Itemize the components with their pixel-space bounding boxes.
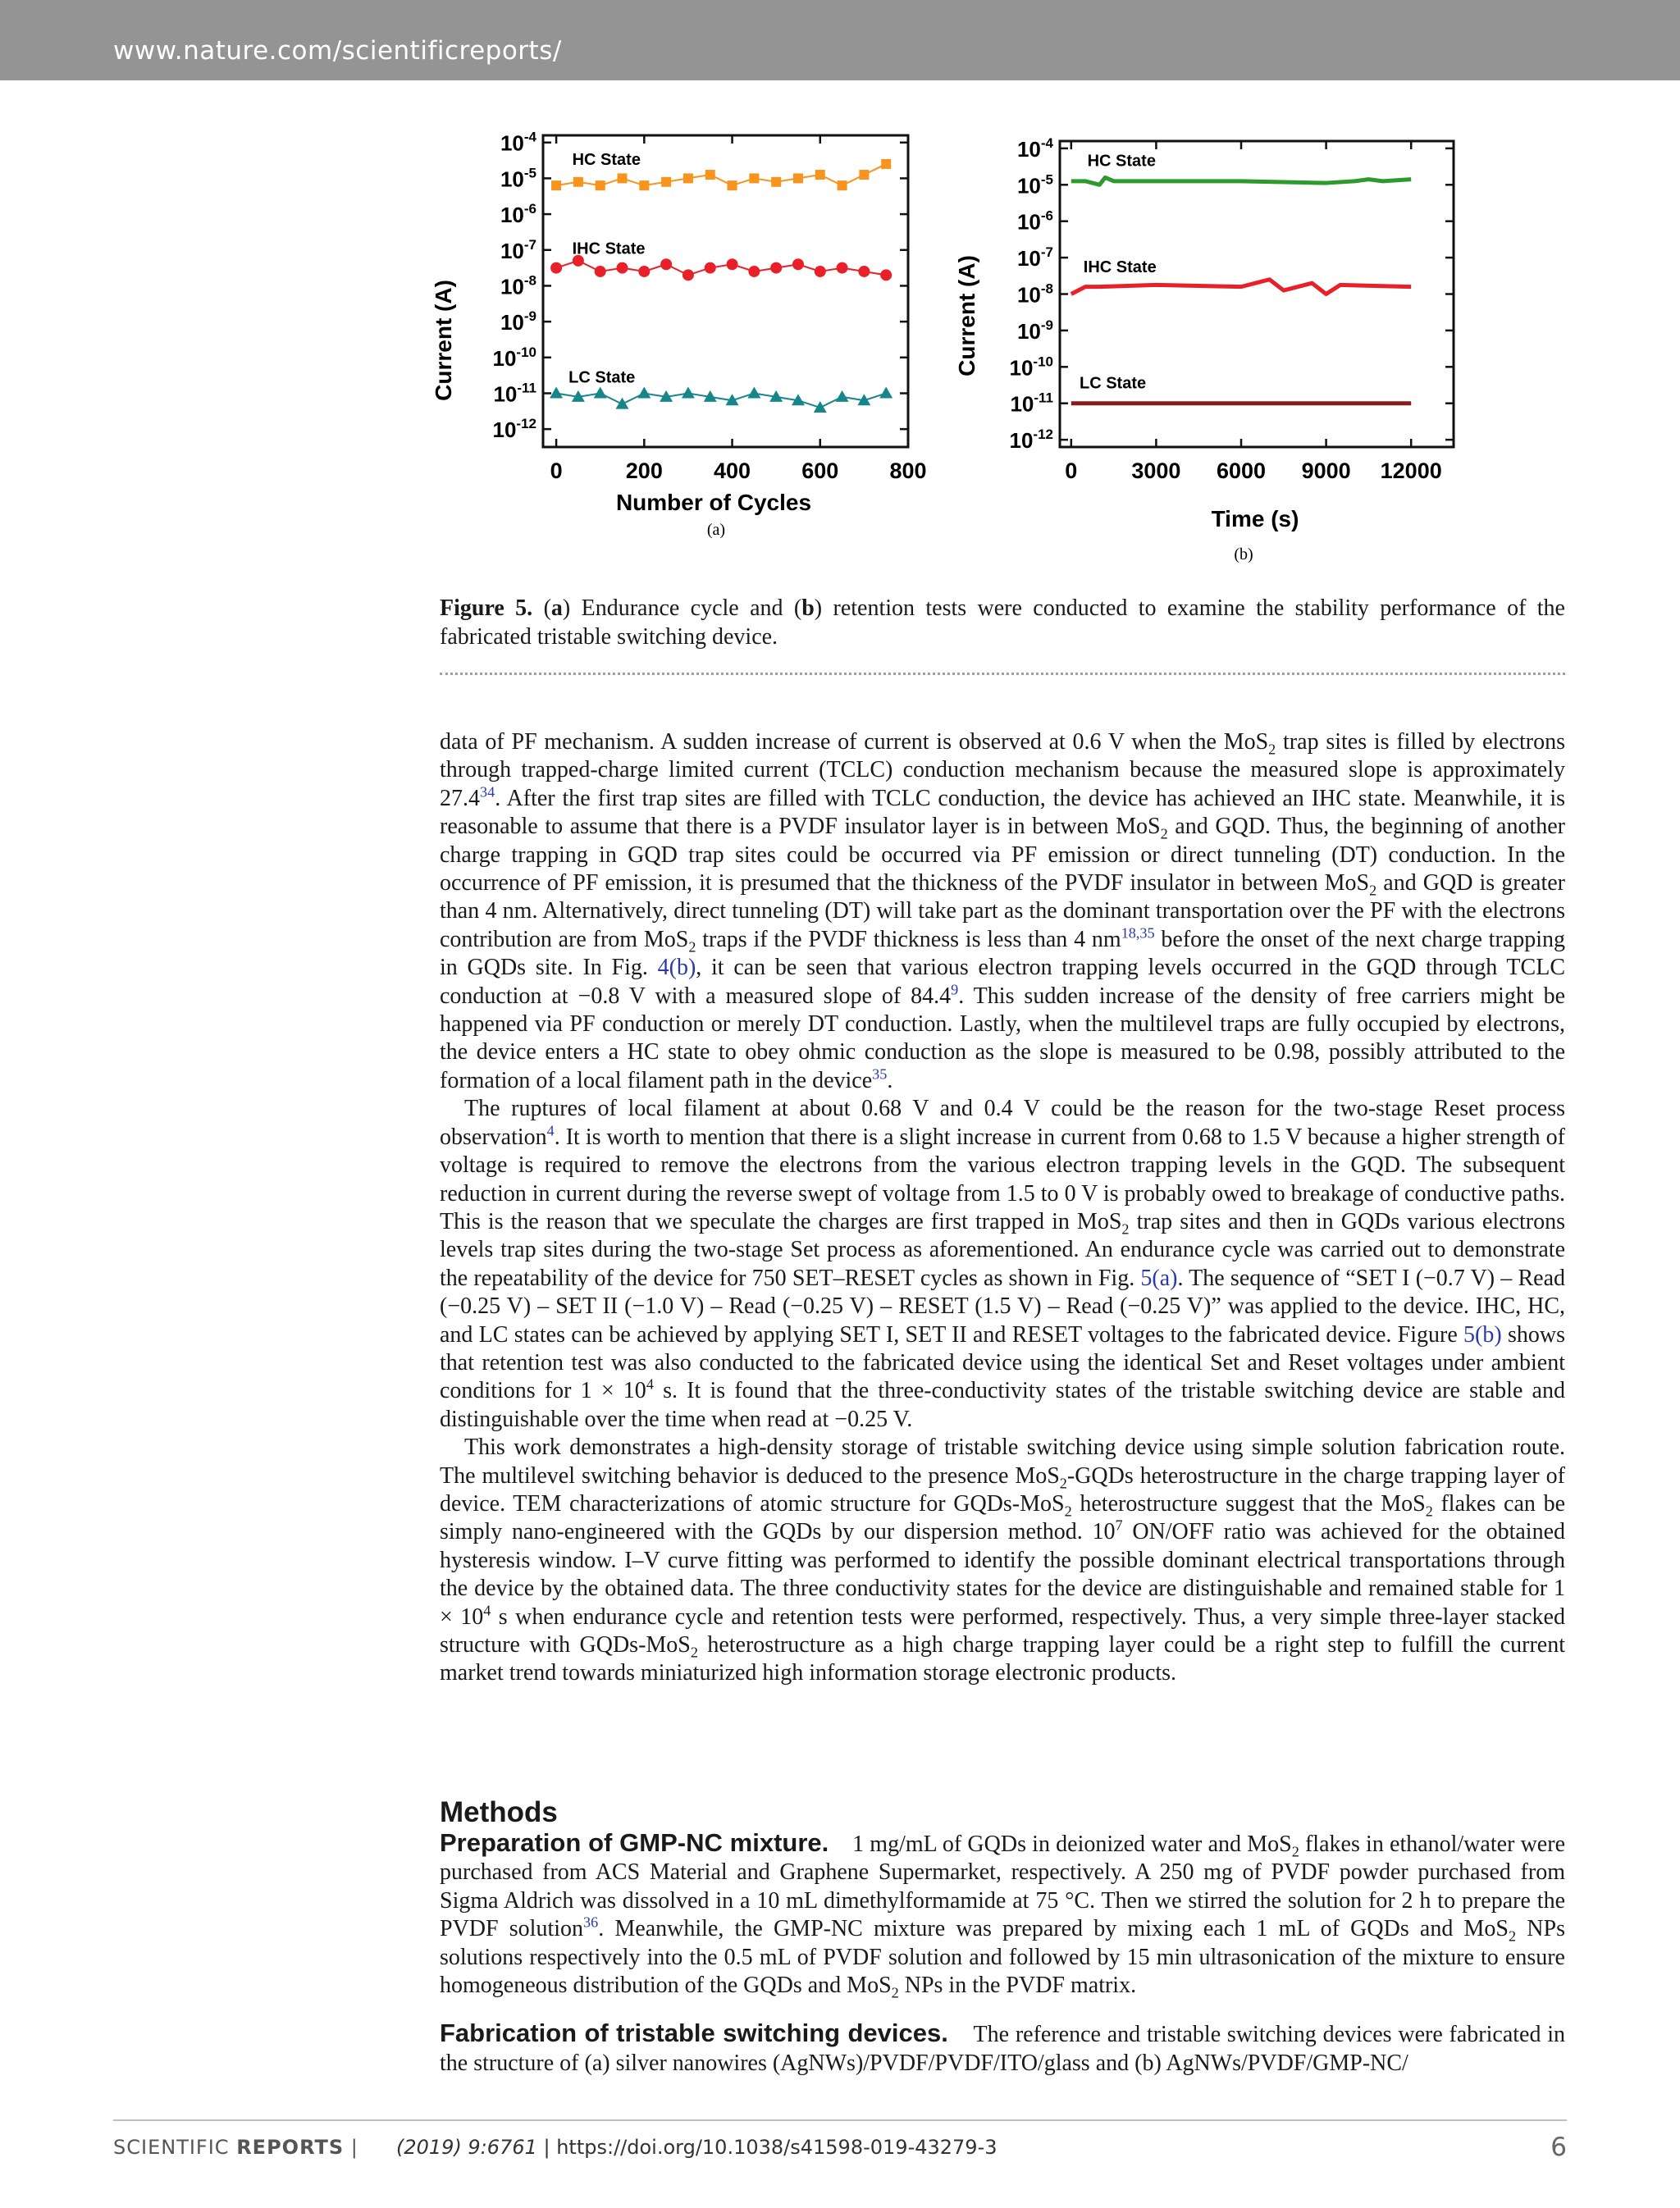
chart-a-series-hc-state-point [749, 173, 759, 183]
figure-5a-chart [431, 127, 927, 554]
chart-a-series-hc-state-point [551, 180, 561, 190]
chart-b-xtick-label: 9000 [1301, 458, 1351, 483]
caption-panel-a: a [550, 595, 563, 621]
chart-b-xtick-label: 12000 [1380, 458, 1442, 483]
chart-b-marks [1071, 153, 1411, 404]
chart-a-marks [550, 151, 892, 413]
methods-paragraph-2 [440, 2019, 1565, 2078]
chart-a-ytick-label: $10^{-6}$ [500, 201, 536, 228]
chart-a-series-lc-state-point [836, 390, 849, 402]
methods-heading: Methods [440, 1796, 558, 1828]
site-header [0, 0, 1680, 80]
chart-a-ytick-label: $10^{-10}$ [492, 344, 536, 371]
chart-a-series-hc-state-point [661, 177, 671, 187]
chart-a-series-ihc-state-point [858, 266, 870, 277]
chart-a-series-ihc-state-point [815, 266, 826, 277]
chart-a-xtick-label: 800 [889, 458, 927, 483]
chart-a-ytick-label: $10^{-12}$ [492, 416, 536, 443]
chart-a-ytick-label: $10^{-4}$ [500, 129, 536, 156]
chart-a-series-hc-state-point [859, 170, 869, 180]
caption-text-1: ( [543, 595, 551, 621]
journal-separator: | [344, 2136, 358, 2159]
chart-a-series-hc-state-point [573, 177, 583, 187]
chart-a-series-ihc-state-point [748, 266, 760, 277]
methods-text-2: The reference and tristable switching devices were fabricated in the structure of (a) silver nanowires (AgNWs)/PVDF/PVDF/ITO/glass and (b) AgNWs/PVDF/GMP-NC/ [440, 2022, 1566, 2076]
chart-b-series-hc-state-line [1071, 177, 1411, 185]
chart-a-ytick-label: $10^{-11}$ [493, 380, 536, 407]
methods-paragraph-1 [440, 1829, 1565, 2000]
journal-name-light: SCIENTIFIC [113, 2136, 237, 2159]
chart-a-annotation: HC State [572, 151, 641, 170]
chart-b-ytick-label: $10^{-6}$ [1016, 208, 1053, 235]
site-url[interactable]: www.nature.com/scientificreports/ [113, 36, 562, 66]
citation-info [396, 2136, 998, 2159]
chart-b-ytick-label: $10^{-4}$ [1016, 135, 1053, 162]
caption-text-2: ) Endurance cycle and ( [562, 595, 802, 621]
chart-a-series-ihc-state-point [595, 266, 606, 277]
chart-a-series-lc-state-point [594, 386, 607, 398]
chart-a-series-lc-state-point [747, 386, 760, 398]
figure-caption [440, 594, 1565, 651]
chart-a-series-ihc-state-point [880, 269, 892, 281]
chart-a-series-lc-state-point [637, 386, 651, 398]
chart-b-ytick-label: $10^{-7}$ [1016, 244, 1053, 271]
page-footer [113, 2133, 1567, 2165]
chart-b-frame [1060, 141, 1454, 447]
chart-a-ytick-label: $10^{-9}$ [500, 308, 536, 335]
chart-b-annotation: HC State [1087, 152, 1156, 171]
chart-a-series-ihc-state-point [660, 258, 672, 270]
chart-b-xtick-label: 0 [1065, 458, 1078, 483]
chart-a-series-ihc-state-point [617, 262, 628, 274]
chart-a-ytick-label: $10^{-5}$ [500, 165, 536, 192]
chart-a-series-lc-state-point [550, 386, 563, 398]
chart-a-series-hc-state-point [618, 173, 628, 183]
chart-b-xtick-label: 3000 [1131, 458, 1181, 483]
caption-label: Figure 5. [440, 595, 533, 621]
panel-b-label: (b) [1234, 545, 1253, 563]
chart-b-annotation: LC State [1080, 374, 1147, 393]
caption-panel-b: b [801, 595, 815, 621]
chart-a-xlabel: Number of Cycles [615, 490, 812, 515]
body-paragraph-2: The ruptures of local filament at about 0.68 V and 0.4 V could be the reason for the two-stage Reset process observation$^4$. It is worth to mention that there is a slight increase in current from 0.68 to 1.5 V because a higher strength of voltage is required to remove the electrons from the various electron trapping levels in the GQD. The subsequent reduction in current during the reverse swept of voltage from 1.5 to 0 V is probably owed to breakage of conductive paths. This is the reason that we speculate the charges are first trapped in MoS$_2$ trap sites and then in GQDs various electrons levels trap sites during the two-stage Set process as aforementioned. An endurance cycle was carried out to demonstrate the repeatability of the device for 750 SET–RESET cycles as shown in Fig. 5(a). The sequence of “SET I (−0.7 V) – Read (−0.25 V) – SET II (−1.0 V) – Read (−0.25 V) – RESET (1.5 V) – Read (−0.25 V)” was applied to the device. IHC, HC, and LC states can be achieved by applying SET I, SET II and RESET voltages to the fabricated device. Figure 5(b) shows that retention test was also conducted to the fabricated device using the identical Set and Reset voltages under ambient conditions for $1 \times 10^4$ s. It is found that the three-conductivity states of the tristable switching device are stable and distinguishable over the time when read at −0.25 V. [440, 1096, 1565, 1432]
chart-a-xtick-label: 200 [625, 458, 663, 483]
chart-b-xtick-label: 6000 [1216, 458, 1267, 483]
article-body [440, 728, 1565, 1688]
chart-a-series-ihc-state-point [682, 269, 694, 281]
chart-a-series-hc-state-point [705, 170, 715, 180]
chart-a-series-hc-state-point [639, 180, 649, 190]
journal-name-bold: REPORTS [236, 2136, 345, 2159]
methods-subheading-2: Fabrication of tristable switching devices. [440, 2019, 948, 2048]
chart-a-series-ihc-state-point [837, 262, 848, 274]
caption-divider [440, 673, 1565, 675]
chart-a-ytick-label: $10^{-7}$ [500, 236, 536, 263]
chart-b-axes [1010, 135, 1454, 483]
methods-subheading-1: Preparation of GMP-NC mixture. [440, 1828, 829, 1857]
chart-a-series-lc-state-point [879, 386, 892, 398]
chart-b-xlabel: Time (s) [1211, 506, 1299, 531]
chart-a-annotation: LC State [568, 368, 636, 387]
chart-a-ytick-label: $10^{-8}$ [500, 272, 536, 299]
chart-a-series-ihc-state-point [705, 262, 716, 274]
citation-volume: (2019) 9:6761 [396, 2136, 537, 2159]
doi-link[interactable]: | https://doi.org/10.1038/s41598-019-43279-3 [536, 2136, 998, 2159]
chart-b-annotation: IHC State [1083, 258, 1157, 277]
caption-text-3: ) retention tests were conducted to examine the stability performance of the fabricated tristable switching device. [440, 595, 1565, 650]
chart-b-ytick-label: $10^{-5}$ [1016, 171, 1053, 198]
chart-a-ylabel: Current (A) [431, 280, 456, 401]
chart-b-ytick-label: $10^{-11}$ [1010, 390, 1053, 417]
chart-a-series-ihc-state-point [727, 258, 738, 270]
chart-a-series-hc-state-point [838, 180, 847, 190]
chart-a-xtick-label: 600 [801, 458, 839, 483]
journal-name [113, 2136, 358, 2159]
chart-a-xtick-label: 0 [550, 458, 563, 483]
page-number: 6 [1550, 2133, 1567, 2162]
chart-b-ytick-label: $10^{-8}$ [1016, 281, 1053, 308]
chart-b-ytick-label: $10^{-9}$ [1016, 317, 1053, 344]
chart-a-series-hc-state-point [793, 173, 803, 183]
chart-a-series-ihc-state-point [638, 266, 650, 277]
chart-b-ylabel: Current (A) [954, 255, 979, 376]
chart-a-series-hc-state-point [771, 177, 781, 187]
chart-a-xtick-label: 400 [714, 458, 751, 483]
chart-b-series-ihc-state-line [1071, 280, 1411, 294]
chart-a-series-hc-state-point [881, 159, 891, 169]
chart-a-series-ihc-state-point [792, 258, 804, 270]
chart-a-series-hc-state-point [815, 170, 825, 180]
panel-a-label: (a) [706, 521, 726, 539]
chart-b-ytick-label: $10^{-12}$ [1009, 427, 1053, 454]
chart-a-series-lc-state-point [682, 386, 695, 398]
methods-text-1: 1 mg/mL of GQDs in deionized water and MoS$_2$ flakes in ethanol/water were purchased from ACS Material and Graphene Supermarket, respectively. A 250 mg of PVDF powder purchased from Sigma Aldrich was dissolved in a 10 mL dimethylformamide at 75 °C. Then we stirred the solution for 2 h to prepare the PVDF solution$^{36}$. Meanwhile, the GMP-NC mixture was prepared by mixing each 1 mL of GQDs and MoS$_2$ NPs solutions respectively into the 0.5 mL of PVDF solution and followed by 15 min ultrasonication of the mixture to ensure homogeneous distribution of the GQDs and MoS$_2$ NPs in the PVDF matrix. [440, 1832, 1565, 2001]
chart-a-series-lc-state-point [616, 398, 629, 409]
chart-b-ytick-label: $10^{-10}$ [1009, 354, 1053, 381]
methods-section [440, 1796, 1565, 2078]
figure-5b-chart [952, 127, 1477, 570]
chart-a-annotation: IHC State [572, 240, 646, 258]
chart-a-series-hc-state-point [728, 180, 737, 190]
chart-a-series-hc-state-point [683, 173, 693, 183]
chart-a-series-ihc-state-point [550, 262, 562, 274]
chart-a-series-ihc-state-point [770, 262, 782, 274]
body-paragraph-3: This work demonstrates a high-density storage of tristable switching device using simple solution fabrication route. The multilevel switching behavior is deduced to the presence MoS$_2$-GQDs heterostructure in the charge trapping layer of device. TEM characterizations of atomic structure for GQDs-MoS$_2$ heterostructure suggest that the MoS$_2$ flakes can be simply nano-engineered with the GQDs by our dispersion method. $10^7$ ON/OFF ratio was achieved for the obtained hysteresis window. I–V curve fitting was performed to identify the possible dominant electrical transportations through the device by the obtained data. The three conductivity states for the device are distinguishable and remained stable for $1 \times 10^4$ s when endurance cycle and retention tests were performed, respectively. Thus, a very simple three-layer stacked structure with GQDs-MoS$_2$ heterostructure as a high charge trapping layer could be a right step to fulfill the current market trend towards miniaturized high information storage electronic products. [440, 1435, 1566, 1686]
footer-divider [113, 2119, 1567, 2121]
body-paragraph-1: data of PF mechanism. A sudden increase of current is observed at 0.6 V when the MoS$_2$ trap sites is filled by electrons through trapped-charge limited current (TCLC) conduction mechanism because the measured slope is approximately 27.4$^{34}$. After the first trap sites are filled with TCLC conduction, the device has achieved an IHC state. Meanwhile, it is reasonable to assume that there is a PVDF insulator layer is in between MoS$_2$ and GQD. Thus, the beginning of another charge trapping in GQD trap sites could be occurred via PF emission or direct tunneling (DT) conduction. In the occurrence of PF emission, it is presumed that the thickness of the PVDF insulator in between MoS$_2$ and GQD is greater than 4 nm. Alternatively, direct tunneling (DT) will take part as the dominant transportation over the PF with the electrons contribution are from MoS$_2$ traps if the PVDF thickness is less than 4 nm$^{18,35}$ before the onset of the next charge trapping in GQDs site. In Fig. 4(b), it can be seen that various electron trapping levels occurred in the GQD through TCLC conduction at −0.8 V with a measured slope of 84.4$^9$. This sudden increase of the density of free carriers might be happened via PF conduction or merely DT conduction. Lastly, when the multilevel traps are fully occupied by electrons, the device enters a HC state to obey ohmic conduction as the slope is measured to be 0.98, possibly attributed to the formation of a local filament path in the device$^{35}$. [440, 729, 1566, 1093]
chart-a-series-hc-state-point [596, 180, 605, 190]
